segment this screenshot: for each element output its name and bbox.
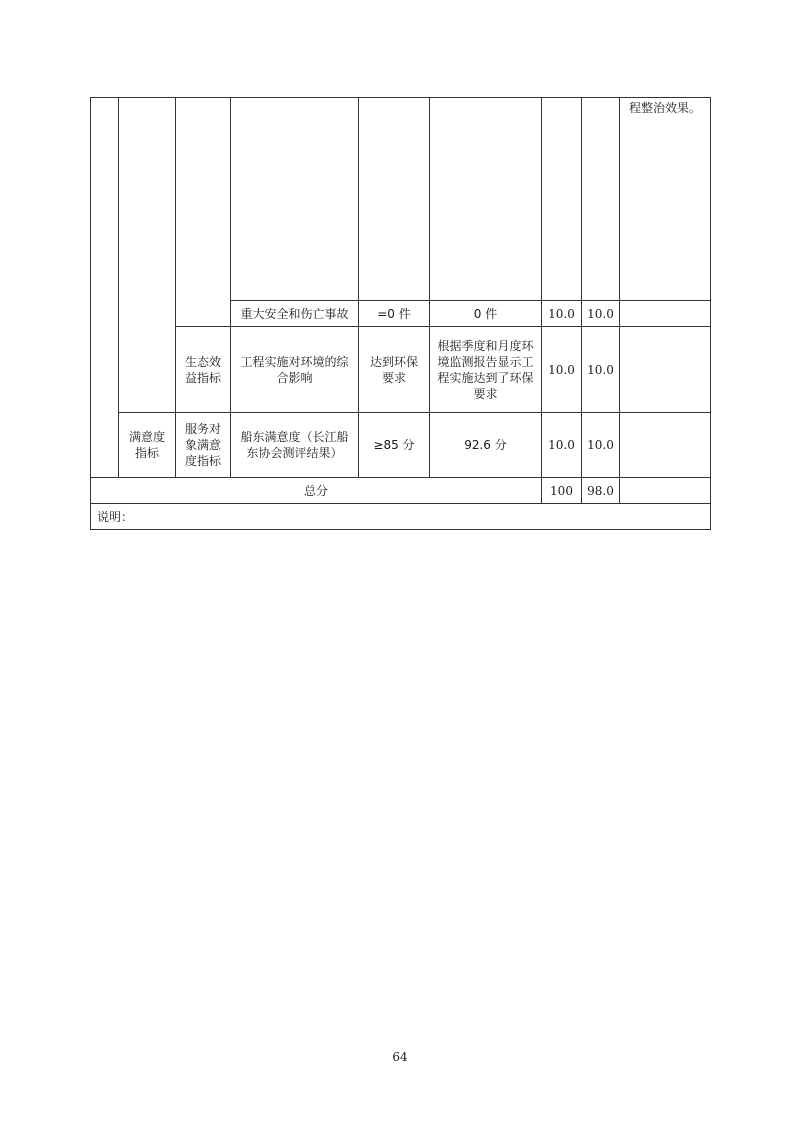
satisfaction-subcategory-cell [176,413,230,477]
total-weight-cell [542,478,581,503]
eco-actual: 根据季度和月度环 境监测报告显示工 程实施达到了环保 要求 [437,338,534,401]
satisfaction-indicator-cell [231,413,358,477]
satisfaction-weight: 10.0 [548,438,575,452]
total-weight: 100 [550,483,573,498]
remarks-label: 说明： [97,509,134,524]
safety-actual-cell [430,301,541,326]
continued-note-text: 程整治效果。 [628,101,701,115]
eco-indicator: 工程实施对环境的综 合影响 [240,354,349,385]
total-score: 98.0 [587,483,614,498]
eco-subcategory: 生态效 益指标 [184,354,221,385]
safety-indicator: 重大安全和伤亡事故 [240,306,349,321]
eco-score: 10.0 [587,362,614,377]
total-label-cell [91,478,541,503]
satisfaction-category: 满意度 指标 [128,430,165,460]
satisfaction-score: 10.0 [587,438,614,452]
eco-indicator-cell [231,327,358,412]
safety-target-cell [359,301,429,326]
safety-indicator-cell [231,301,358,326]
safety-score-cell [582,301,619,326]
satisfaction-indicator: 船东满意度（长江船 东协会测评结果） [240,430,349,460]
satisfaction-actual-cell [430,413,541,477]
safety-score: 10.0 [587,306,614,321]
safety-weight-cell [542,301,581,326]
table-border-left [90,97,91,530]
safety-target: =0 件 [377,306,411,321]
eco-subcategory-cell [176,327,230,412]
satisfaction-score-cell [582,413,619,477]
eco-weight-cell [542,327,581,412]
total-score-cell [582,478,619,503]
eco-actual-cell [430,327,541,412]
eco-weight: 10.0 [548,362,575,377]
table-border-bottom [90,529,711,530]
remarks-cell [91,504,710,529]
continued-note-cell [620,98,710,300]
satisfaction-category-cell [119,413,175,477]
satisfaction-target-cell [359,413,429,477]
table-border-right [710,97,711,530]
total-label: 总分 [303,483,328,498]
satisfaction-subcategory: 服务对 象满意 度指标 [184,422,221,468]
page-number: 64 [392,1050,408,1064]
safety-actual: 0 件 [473,306,498,321]
satisfaction-actual: 92.6 分 [464,438,507,452]
eco-target-cell [359,327,429,412]
satisfaction-weight-cell [542,413,581,477]
satisfaction-target: ≥85 分 [373,438,415,452]
eco-score-cell [582,327,619,412]
table-border-top [90,97,711,98]
eco-target: 达到环保 要求 [369,354,418,385]
safety-weight: 10.0 [548,306,575,321]
